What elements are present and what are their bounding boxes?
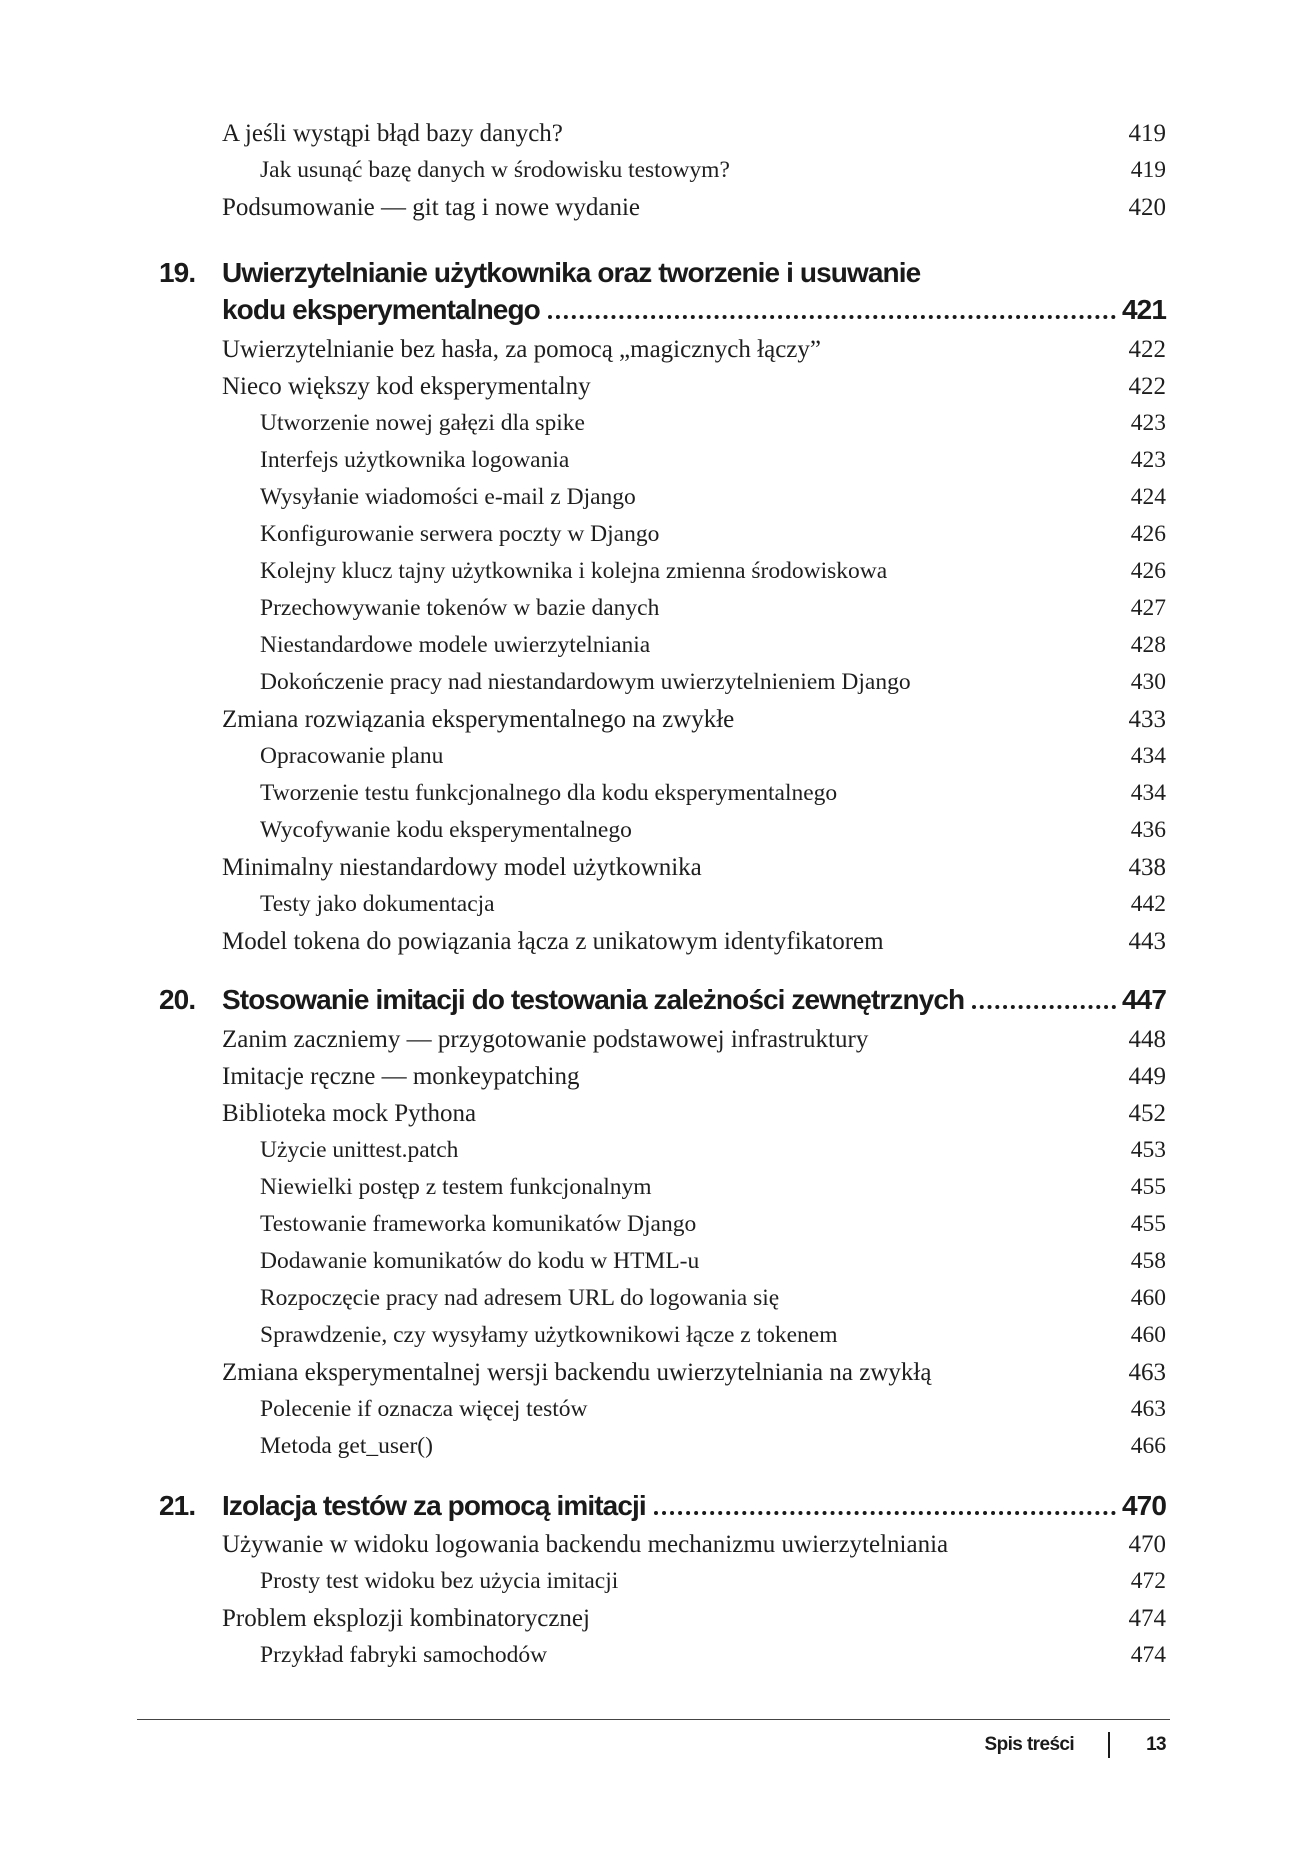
- entry-page-number: 460: [1130, 1322, 1166, 1348]
- chapter-19-entries: [0, 331, 1300, 960]
- toc-subsection-entry[interactable]: [0, 442, 1300, 479]
- toc-subsection-entry[interactable]: [0, 886, 1300, 923]
- entry-page-number: 463: [1130, 1396, 1166, 1422]
- toc-subsection-entry[interactable]: [0, 590, 1300, 627]
- toc-subsection-entry[interactable]: [0, 627, 1300, 664]
- entry-page-number: 423: [1130, 410, 1166, 436]
- entry-page-number: 449: [1128, 1063, 1166, 1090]
- entry-page-number: 442: [1130, 891, 1166, 917]
- entry-page-number: 430: [1130, 669, 1166, 695]
- toc-section-entry[interactable]: [0, 1021, 1300, 1058]
- footer-page-number: 13: [1146, 1734, 1166, 1755]
- toc-subsection-entry[interactable]: [0, 1317, 1300, 1354]
- chapter-title-line-2: kodu eksperymentalnego: [222, 294, 540, 325]
- entry-title: Zmiana eksperymentalnej wersji backendu uwierzytelniania na zwykłą: [222, 1359, 932, 1386]
- toc-section-entry[interactable]: [0, 1600, 1300, 1637]
- entry-page-number: 426: [1130, 521, 1166, 547]
- toc-subsection-entry[interactable]: [0, 516, 1300, 553]
- chapter-title-line-1: Uwierzytelnianie użytkownika oraz tworzenie i usuwanie: [222, 257, 921, 288]
- chapter-20-entries: [0, 1021, 1300, 1465]
- toc-section-entry[interactable]: [0, 1095, 1300, 1132]
- entry-page-number: 419: [1130, 157, 1166, 183]
- page-footer: [985, 1732, 1166, 1758]
- entry-title: Dodawanie komunikatów do kodu w HTML-u: [260, 1248, 700, 1274]
- toc-subsection-entry[interactable]: [0, 775, 1300, 812]
- footer-section-label: Spis treści: [984, 1734, 1075, 1755]
- entry-title: Minimalny niestandardowy model użytkownika: [222, 854, 702, 881]
- entry-title: Prosty test widoku bez użycia imitacji: [260, 1568, 619, 1594]
- entry-page-number: 470: [1128, 1531, 1166, 1558]
- entry-page-number: 422: [1128, 373, 1166, 400]
- toc-section-entry[interactable]: [0, 701, 1300, 738]
- chapter-page-number: 470: [1121, 1490, 1166, 1521]
- chapter-title: Stosowanie imitacji do testowania zależności zewnętrznych: [222, 984, 965, 1015]
- dot-leader: [654, 1511, 1116, 1515]
- toc-section-entry[interactable]: [0, 849, 1300, 886]
- toc-subsection-entry[interactable]: [0, 1637, 1300, 1674]
- entry-page-number: 452: [1128, 1100, 1166, 1127]
- entry-page-number: 438: [1128, 854, 1166, 881]
- entry-page-number: 423: [1130, 447, 1166, 473]
- toc-subsection-entry[interactable]: [0, 479, 1300, 516]
- toc-subsection-entry[interactable]: [0, 1428, 1300, 1465]
- entry-page-number: 455: [1130, 1174, 1166, 1200]
- chapter-page-number: 421: [1121, 294, 1166, 325]
- entry-page-number: 466: [1130, 1433, 1166, 1459]
- entry-page-number: 434: [1130, 743, 1166, 769]
- entry-title: Wycofywanie kodu eksperymentalnego: [260, 817, 632, 843]
- entry-page-number: 427: [1130, 595, 1166, 621]
- entry-title: Użycie unittest.patch: [260, 1137, 459, 1163]
- entry-title: Przechowywanie tokenów w bazie danych: [260, 595, 660, 621]
- footer-rule: [137, 1719, 1170, 1720]
- entry-page-number: 424: [1130, 484, 1166, 510]
- entry-page-number: 443: [1128, 928, 1166, 955]
- toc-subsection-entry[interactable]: [0, 738, 1300, 775]
- entry-title: Dokończenie pracy nad niestandardowym uwierzytelnieniem Django: [260, 669, 911, 695]
- toc-section-entry[interactable]: [0, 368, 1300, 405]
- entry-page-number: 419: [1128, 120, 1166, 147]
- entry-title: Model tokena do powiązania łącza z unikatowym identyfikatorem: [222, 928, 884, 955]
- entry-page-number: 420: [1128, 194, 1166, 221]
- footer-separator: [1108, 1732, 1110, 1758]
- dot-leader: [972, 1005, 1116, 1009]
- entry-title: Uwierzytelnianie bez hasła, za pomocą „magicznych łączy”: [222, 336, 821, 363]
- entry-title: Problem eksplozji kombinatorycznej: [222, 1605, 590, 1632]
- toc-section-entry[interactable]: [0, 115, 1300, 152]
- entry-title: Nieco większy kod eksperymentalny: [222, 373, 591, 400]
- toc-subsection-entry[interactable]: [0, 1563, 1300, 1600]
- entry-title: A jeśli wystąpi błąd bazy danych?: [222, 120, 563, 147]
- entry-title: Metoda get_user(): [260, 1433, 433, 1459]
- entry-title: Wysyłanie wiadomości e-mail z Django: [260, 484, 636, 510]
- toc-subsection-entry[interactable]: [0, 1243, 1300, 1280]
- toc-section-entry[interactable]: [0, 923, 1300, 960]
- entry-title: Przykład fabryki samochodów: [260, 1642, 548, 1668]
- entry-page-number: 463: [1128, 1359, 1166, 1386]
- entry-title: Kolejny klucz tajny użytkownika i kolejna zmienna środowiskowa: [260, 558, 888, 584]
- entry-page-number: 458: [1130, 1248, 1166, 1274]
- entry-title: Zmiana rozwiązania eksperymentalnego na zwykłe: [222, 706, 735, 733]
- entry-page-number: 453: [1130, 1137, 1166, 1163]
- entry-title: Niestandardowe modele uwierzytelniania: [260, 632, 651, 658]
- toc-section-entry[interactable]: [0, 1354, 1300, 1391]
- toc-subsection-entry[interactable]: [0, 405, 1300, 442]
- entry-title: Imitacje ręczne — monkeypatching: [222, 1063, 580, 1090]
- toc-section-entry[interactable]: [0, 331, 1300, 368]
- entry-page-number: 426: [1130, 558, 1166, 584]
- entry-title: Opracowanie planu: [260, 743, 444, 769]
- toc-subsection-entry[interactable]: [0, 664, 1300, 701]
- entry-title: Konfigurowanie serwera poczty w Django: [260, 521, 660, 547]
- toc-subsection-entry[interactable]: [0, 1169, 1300, 1206]
- toc-section-entry[interactable]: [0, 189, 1300, 226]
- entry-page-number: 428: [1130, 632, 1166, 658]
- toc-subsection-entry[interactable]: [0, 1280, 1300, 1317]
- chapter-number: 19.: [159, 257, 196, 288]
- chapter-21-entries: [0, 1526, 1300, 1674]
- entry-title: Testy jako dokumentacja: [260, 891, 495, 917]
- entry-title: Polecenie if oznacza więcej testów: [260, 1396, 588, 1422]
- entry-page-number: 455: [1130, 1211, 1166, 1237]
- chapter-page-number: 447: [1121, 984, 1166, 1015]
- entry-page-number: 433: [1128, 706, 1166, 733]
- toc-subsection-entry[interactable]: [0, 152, 1300, 189]
- entry-title: Zanim zaczniemy — przygotowanie podstawowej infrastruktury: [222, 1026, 869, 1053]
- entry-title: Podsumowanie — git tag i nowe wydanie: [222, 194, 640, 221]
- entry-page-number: 474: [1128, 1605, 1166, 1632]
- entry-title: Utworzenie nowej gałęzi dla spike: [260, 410, 585, 436]
- entry-title: Sprawdzenie, czy wysyłamy użytkownikowi łącze z tokenem: [260, 1322, 838, 1348]
- entry-title: Używanie w widoku logowania backendu mechanizmu uwierzytelniania: [222, 1531, 949, 1558]
- chapter-title: Izolacja testów za pomocą imitacji: [222, 1490, 646, 1521]
- entry-title: Biblioteka mock Pythona: [222, 1100, 477, 1127]
- entry-page-number: 436: [1130, 817, 1166, 843]
- chapter-number: 20.: [159, 984, 196, 1015]
- toc-subsection-entry[interactable]: [0, 1391, 1300, 1428]
- entry-title: Interfejs użytkownika logowania: [260, 447, 570, 473]
- toc-continued-entries: [0, 115, 1300, 226]
- entry-page-number: 434: [1130, 780, 1166, 806]
- entry-page-number: 474: [1130, 1642, 1166, 1668]
- entry-title: Testowanie frameworka komunikatów Django: [260, 1211, 697, 1237]
- entry-page-number: 472: [1130, 1568, 1166, 1594]
- toc-section-entry[interactable]: [0, 1526, 1300, 1563]
- entry-title: Rozpoczęcie pracy nad adresem URL do logowania się: [260, 1285, 780, 1311]
- entry-title: Jak usunąć bazę danych w środowisku testowym?: [260, 157, 730, 183]
- toc-subsection-entry[interactable]: [0, 1132, 1300, 1169]
- toc-subsection-entry[interactable]: [0, 553, 1300, 590]
- entry-page-number: 448: [1128, 1026, 1166, 1053]
- entry-page-number: 422: [1128, 336, 1166, 363]
- toc-subsection-entry[interactable]: [0, 812, 1300, 849]
- entry-title: Niewielki postęp z testem funkcjonalnym: [260, 1174, 652, 1200]
- toc-subsection-entry[interactable]: [0, 1206, 1300, 1243]
- chapter-number: 21.: [159, 1490, 196, 1521]
- toc-section-entry[interactable]: [0, 1058, 1300, 1095]
- dot-leader: [548, 315, 1116, 319]
- entry-title: Tworzenie testu funkcjonalnego dla kodu eksperymentalnego: [260, 780, 838, 806]
- entry-page-number: 460: [1130, 1285, 1166, 1311]
